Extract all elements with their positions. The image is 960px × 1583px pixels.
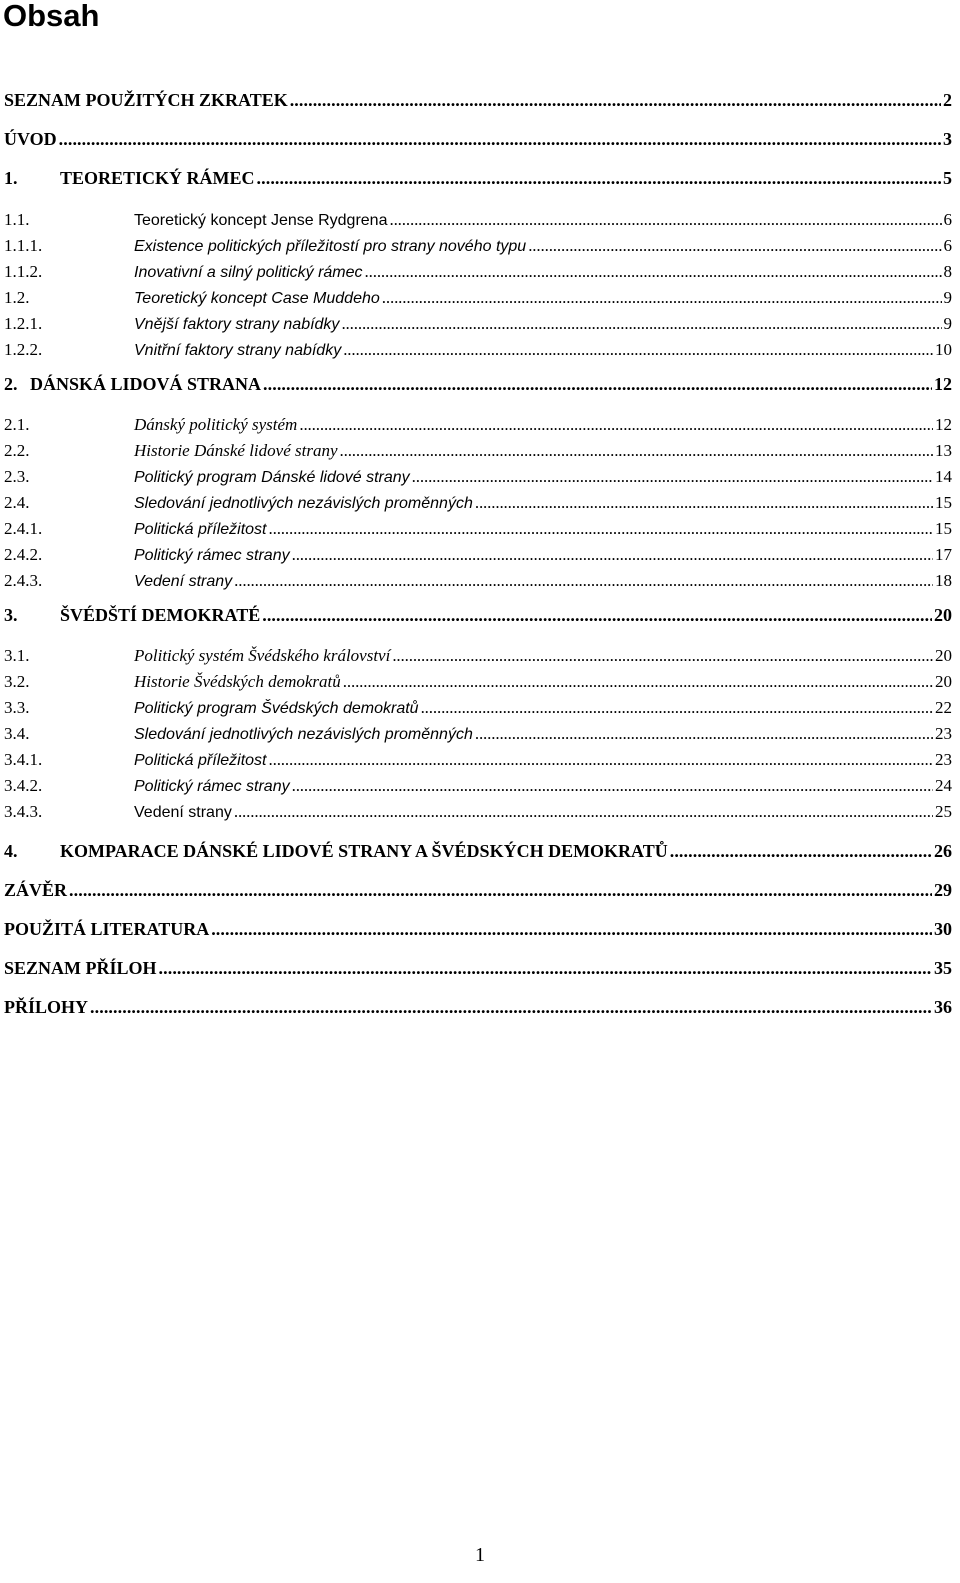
toc-leader-dots <box>392 646 933 666</box>
toc-entry-page: 12 <box>934 374 952 394</box>
toc-entry-page: 15 <box>935 519 952 538</box>
toc-entry-page: 9 <box>943 314 952 333</box>
toc-entry[interactable] <box>0 310 952 334</box>
toc-entry-page: 35 <box>934 958 952 978</box>
toc-entry-title: Existence politických příležitostí pro strany nového typu <box>134 238 527 255</box>
toc-entry[interactable] <box>0 232 952 256</box>
toc-entry-number: 3.2. <box>4 672 30 691</box>
toc-leader-dots <box>234 802 933 822</box>
toc-entry-title: DÁNSKÁ LIDOVÁ STRANA <box>30 374 262 394</box>
toc-entry-number: 2.1. <box>4 415 30 434</box>
toc-entry-title: Teoretický koncept Case Muddeho <box>134 290 380 307</box>
toc-entry-page: 6 <box>943 210 952 229</box>
toc-entry-number: 3.4.2. <box>4 776 43 795</box>
toc-entry[interactable] <box>0 720 952 744</box>
toc-entry-number: 1.1. <box>4 210 30 229</box>
toc-entry-page: 10 <box>935 340 952 359</box>
toc-entry-page: 6 <box>943 236 952 255</box>
toc-entry[interactable] <box>0 694 952 718</box>
toc-entry-number: 3.4.1. <box>4 750 43 769</box>
toc-entry-number: 1.1.1. <box>4 236 43 255</box>
toc-entry-title: Vedení strany <box>134 804 232 821</box>
toc-entry-page: 18 <box>935 571 952 590</box>
toc-entry[interactable] <box>0 668 952 692</box>
toc-leader-dots <box>263 374 932 395</box>
toc-entry-title: Politický program Dánské lidové strany <box>134 469 410 486</box>
toc-leader-dots <box>257 168 941 189</box>
toc-entry[interactable] <box>0 541 952 565</box>
toc-entry-title: KOMPARACE DÁNSKÉ LIDOVÉ STRANY A ŠVÉDSKÝCH DEMOKRATŮ <box>60 841 668 861</box>
toc-entry-title: Sledování jednotlivých nezávislých proměnných <box>134 726 473 743</box>
toc-entry-number: 1. <box>4 168 18 188</box>
toc-entry-title: Inovativní a silný politický rámec <box>134 264 363 281</box>
toc-entry-number: 3.1. <box>4 646 30 665</box>
toc-leader-dots <box>299 415 933 435</box>
toc-entry-page: 2 <box>943 90 952 110</box>
toc-entry-title: Vnitřní faktory strany nabídky <box>134 342 342 359</box>
toc-entry[interactable] <box>0 284 952 308</box>
toc-entry-number: 1.1.2. <box>4 262 43 281</box>
toc-leader-dots <box>262 605 932 626</box>
toc-entry-title: Politický rámec strany <box>134 778 290 795</box>
toc-entry-title: Politický rámec strany <box>134 547 290 564</box>
toc-entry-title: ÚVOD <box>4 129 57 149</box>
toc-entry-number: 2.4.2. <box>4 545 43 564</box>
toc-entry-title: Sledování jednotlivých nezávislých proměnných <box>134 495 473 512</box>
toc-leader-dots <box>69 880 932 901</box>
toc-entry[interactable] <box>0 877 952 901</box>
toc-entry[interactable] <box>0 165 952 189</box>
toc-entry-page: 12 <box>935 415 952 434</box>
toc-leader-dots <box>670 841 932 862</box>
toc-entry-title: Politická příležitost <box>134 752 267 769</box>
page-number: 1 <box>475 1544 485 1566</box>
toc-entry[interactable] <box>0 258 952 282</box>
toc-entry-page: 9 <box>943 288 952 307</box>
toc-entry-number: 2.4. <box>4 493 30 512</box>
toc-entry[interactable] <box>0 126 952 150</box>
toc-entry-page: 5 <box>943 168 952 188</box>
toc-entry[interactable] <box>0 515 952 539</box>
toc-entry-page: 29 <box>934 880 952 900</box>
toc-leader-dots <box>269 519 934 539</box>
toc-entry-number: 1.2. <box>4 288 30 307</box>
toc-entry-page: 17 <box>935 545 952 564</box>
toc-entry-page: 13 <box>935 441 952 460</box>
toc-leader-dots <box>382 288 942 308</box>
toc-entry-title: PŘÍLOHY <box>4 997 89 1017</box>
toc-entry-title: Politická příležitost <box>134 521 267 538</box>
toc-leader-dots <box>421 698 933 718</box>
toc-entry-page: 23 <box>935 724 952 743</box>
toc-leader-dots <box>343 340 933 360</box>
toc-leader-dots <box>365 262 942 282</box>
toc-entry-number: 2.4.1. <box>4 519 43 538</box>
toc-entry-page: 25 <box>935 802 952 821</box>
toc-entry-number: 1.2.1. <box>4 314 43 333</box>
toc-entry-title: Historie Dánské lidové strany <box>134 441 338 460</box>
page-title: Obsah <box>3 0 100 33</box>
toc-leader-dots <box>90 997 932 1018</box>
toc-leader-dots <box>211 919 932 940</box>
toc-entry-page: 22 <box>935 698 952 717</box>
toc-entry-title: TEORETICKÝ RÁMEC <box>60 168 255 188</box>
toc-entry[interactable] <box>0 602 952 626</box>
toc-leader-dots <box>234 571 933 591</box>
toc-entry[interactable] <box>0 772 952 796</box>
toc-leader-dots <box>269 750 934 770</box>
toc-entry[interactable] <box>0 206 952 230</box>
toc-entry[interactable] <box>0 87 952 111</box>
toc-leader-dots <box>292 545 933 565</box>
toc-leader-dots <box>290 90 941 111</box>
toc-entry-title: Vedení strany <box>134 573 233 590</box>
toc-entry[interactable] <box>0 994 952 1018</box>
toc-entry[interactable] <box>0 746 952 770</box>
toc-leader-dots <box>159 958 932 979</box>
toc-entry[interactable] <box>0 955 952 979</box>
toc-entry-title: SEZNAM POUŽITÝCH ZKRATEK <box>4 90 288 110</box>
toc-leader-dots <box>475 724 933 744</box>
toc-entry-title: Politický systém Švédského království <box>134 646 391 665</box>
toc-entry-page: 30 <box>934 919 952 939</box>
toc-entry-page: 15 <box>935 493 952 512</box>
toc-entry-page: 24 <box>935 776 952 795</box>
toc-leader-dots <box>528 236 941 256</box>
toc-entry[interactable] <box>0 838 952 862</box>
toc-entry[interactable] <box>0 371 952 395</box>
toc-leader-dots <box>343 672 933 692</box>
toc-leader-dots <box>389 210 941 230</box>
toc-entry[interactable] <box>0 642 952 666</box>
toc-entry-number: 3.3. <box>4 698 30 717</box>
toc-leader-dots <box>475 493 933 513</box>
toc-entry-number: 2.2. <box>4 441 30 460</box>
toc-entry-page: 20 <box>935 646 952 665</box>
toc-leader-dots <box>59 129 941 150</box>
toc-entry-page: 8 <box>943 262 952 281</box>
toc-entry[interactable] <box>0 336 952 360</box>
toc-entry-number: 1.2.2. <box>4 340 43 359</box>
toc-leader-dots <box>292 776 933 796</box>
toc-entry-number: 3.4. <box>4 724 30 743</box>
toc-entry-number: 2.3. <box>4 467 30 486</box>
toc-entry-title: SEZNAM PŘÍLOH <box>4 958 157 978</box>
toc-entry[interactable] <box>0 567 952 591</box>
toc-entry[interactable] <box>0 411 952 435</box>
toc-entry[interactable] <box>0 489 952 513</box>
toc-entry-title: Vnější faktory strany nabídky <box>134 316 340 333</box>
toc-entry-page: 20 <box>935 672 952 691</box>
toc-entry-title: Teoretický koncept Jense Rydgrena <box>134 212 388 229</box>
toc-entry-title: Dánský politický systém <box>134 415 298 434</box>
toc-entry-page: 20 <box>934 605 952 625</box>
toc-entry-title: ZÁVĚR <box>4 880 68 900</box>
toc-entry[interactable] <box>0 798 952 822</box>
toc-entry-title: ŠVÉDŠTÍ DEMOKRATÉ <box>60 605 261 625</box>
toc-entry-number: 4. <box>4 841 18 861</box>
toc-entry-title: Historie Švédských demokratů <box>134 672 341 691</box>
toc-entry-page: 14 <box>935 467 952 486</box>
toc-leader-dots <box>340 441 934 461</box>
toc-entry[interactable] <box>0 916 952 940</box>
toc-entry-number: 3. <box>4 605 18 625</box>
toc-leader-dots <box>341 314 941 334</box>
toc-entry-number: 2. <box>4 374 18 394</box>
toc-entry-page: 23 <box>935 750 952 769</box>
toc-entry-page: 3 <box>943 129 952 149</box>
toc-entry[interactable] <box>0 437 952 461</box>
toc-entry-number: 3.4.3. <box>4 802 43 821</box>
toc-entry-title: POUŽITÁ LITERATURA <box>4 919 210 939</box>
toc-entry[interactable] <box>0 463 952 487</box>
toc-entry-number: 2.4.3. <box>4 571 43 590</box>
toc-entry-page: 26 <box>934 841 952 861</box>
toc-leader-dots <box>412 467 933 487</box>
toc-entry-page: 36 <box>934 997 952 1017</box>
toc-entry-title: Politický program Švédských demokratů <box>134 700 419 717</box>
